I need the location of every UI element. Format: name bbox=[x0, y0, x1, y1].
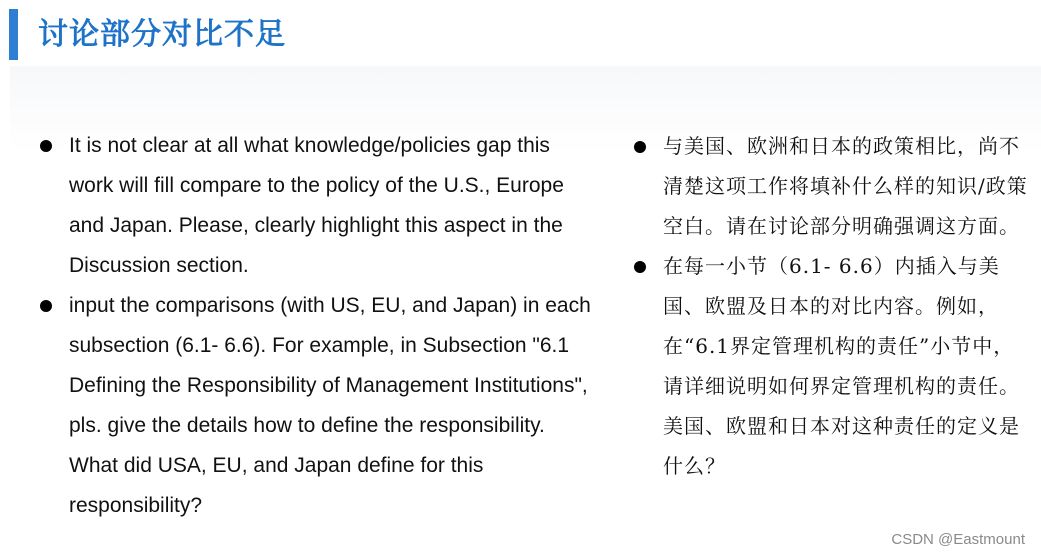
bullet-icon bbox=[40, 300, 52, 312]
bullet-icon bbox=[40, 140, 52, 152]
title-accent-bar bbox=[9, 9, 18, 60]
bullet-icon bbox=[634, 141, 646, 153]
english-comments-list bbox=[38, 126, 593, 526]
chinese-comments-list bbox=[630, 126, 1030, 486]
bullet-icon bbox=[634, 261, 646, 273]
list-item bbox=[630, 246, 1030, 486]
english-point-text: input the comparisons (with US, EU, and Japan) in each subsection (6.1- 6.6). For example, in Subsection "6.1 Defining the Responsibility of Management Institutions", pls. give the details how to define the responsibility. What did USA, EU, and Japan define for this responsibility? bbox=[69, 294, 591, 517]
list-item bbox=[38, 126, 593, 286]
page-title: 讨论部分对比不足 bbox=[38, 17, 286, 52]
chinese-point-text: 与美国、欧洲和日本的政策相比，尚不清楚这项工作将填补什么样的知识/政策空白。请在讨论部分明确强调这方面。 bbox=[663, 134, 1028, 238]
english-point-text: It is not clear at all what knowledge/policies gap this work will fill compare to the policy of the U.S., Europe and Japan. Please, clearly highlight this aspect in the Discussion section. bbox=[69, 134, 564, 277]
chinese-point-text: 在每一小节（6.1- 6.6）内插入与美国、欧盟及日本的对比内容。例如，在“6.1界定管理机构的责任”小节中，请详细说明如何界定管理机构的责任。美国、欧盟和日本对这种责任的定义是什么？ bbox=[663, 254, 1020, 478]
list-item bbox=[38, 286, 593, 526]
watermark: CSDN @Eastmount bbox=[891, 531, 1025, 548]
list-item bbox=[630, 126, 1030, 246]
